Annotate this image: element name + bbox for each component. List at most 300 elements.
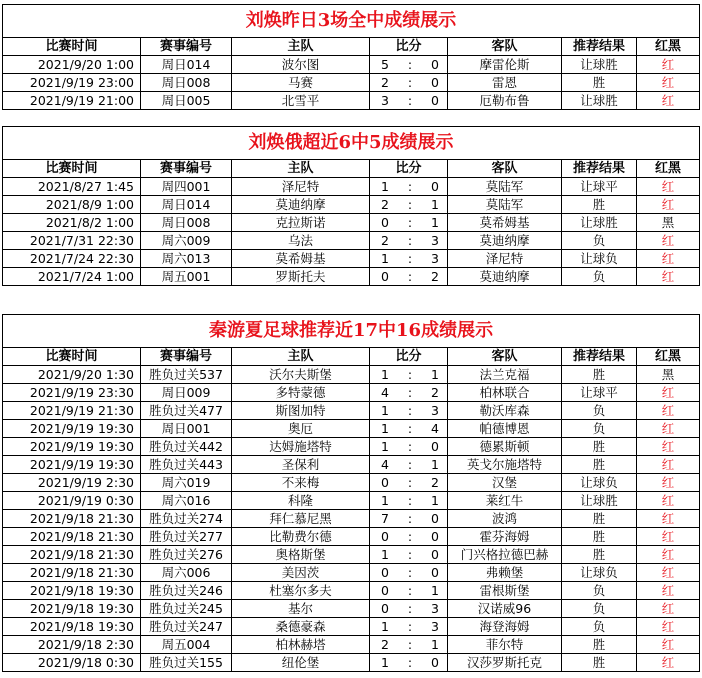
result-badge: 红 <box>637 492 700 510</box>
away-team: 汉诺威96 <box>448 600 562 618</box>
table-row <box>3 268 700 286</box>
home-score: 0 <box>381 215 389 230</box>
table-row <box>3 92 700 110</box>
recommendation: 负 <box>562 582 637 600</box>
match-code: 周日008 <box>141 74 232 92</box>
home-team: 杜塞尔多夫 <box>232 582 370 600</box>
score-separator: : <box>407 583 413 598</box>
result-badge: 红 <box>637 420 700 438</box>
result-badge: 红 <box>637 582 700 600</box>
match-code: 周四001 <box>141 178 232 196</box>
match-code: 周六013 <box>141 250 232 268</box>
away-score: 3 <box>431 403 439 418</box>
section-title: 秦游夏足球推荐近17中16成绩展示 <box>3 315 700 348</box>
table-row <box>3 618 700 636</box>
score-cell <box>370 618 448 636</box>
score-separator: : <box>407 251 413 266</box>
match-time: 2021/9/19 19:30 <box>3 438 141 456</box>
result-badge: 红 <box>637 474 700 492</box>
away-score: 3 <box>431 619 439 634</box>
home-score: 1 <box>381 655 389 670</box>
header-home: 主队 <box>232 160 370 178</box>
table-row <box>3 74 700 92</box>
result-badge: 红 <box>637 92 700 110</box>
table-body <box>3 5 700 110</box>
away-score: 1 <box>431 637 439 652</box>
result-badge: 红 <box>637 232 700 250</box>
home-team: 奥格斯堡 <box>232 546 370 564</box>
recommendation: 胜 <box>562 546 637 564</box>
result-badge: 红 <box>637 600 700 618</box>
score-separator: : <box>407 439 413 454</box>
match-code: 周日001 <box>141 420 232 438</box>
home-score: 4 <box>381 385 389 400</box>
recommendation: 胜 <box>562 510 637 528</box>
table-row <box>3 528 700 546</box>
match-code: 周日014 <box>141 196 232 214</box>
match-time: 2021/9/18 21:30 <box>3 510 141 528</box>
home-score: 0 <box>381 475 389 490</box>
score-cell <box>370 456 448 474</box>
score-separator: : <box>407 57 413 72</box>
recommendation: 负 <box>562 618 637 636</box>
match-code: 周日008 <box>141 214 232 232</box>
away-score: 0 <box>431 565 439 580</box>
match-code: 胜负过关477 <box>141 402 232 420</box>
score-separator: : <box>407 367 413 382</box>
result-badge: 红 <box>637 510 700 528</box>
header-row <box>3 160 700 178</box>
header-recommend: 推荐结果 <box>562 38 637 56</box>
home-score: 5 <box>381 57 389 72</box>
home-team: 罗斯托夫 <box>232 268 370 286</box>
away-team: 勒沃库森 <box>448 402 562 420</box>
score-separator: : <box>407 565 413 580</box>
score-cell <box>370 420 448 438</box>
home-score: 1 <box>381 547 389 562</box>
score-cell <box>370 402 448 420</box>
away-team: 莫陆军 <box>448 178 562 196</box>
home-score: 3 <box>381 93 389 108</box>
result-badge: 红 <box>637 654 700 672</box>
match-time: 2021/9/18 19:30 <box>3 582 141 600</box>
score-separator: : <box>407 75 413 90</box>
results-table <box>2 4 700 110</box>
results-table <box>2 314 700 672</box>
match-time: 2021/8/9 1:00 <box>3 196 141 214</box>
away-score: 2 <box>431 385 439 400</box>
away-team: 弗赖堡 <box>448 564 562 582</box>
home-team: 沃尔夫斯堡 <box>232 366 370 384</box>
score-cell <box>370 250 448 268</box>
header-away: 客队 <box>448 348 562 366</box>
match-time: 2021/9/20 1:30 <box>3 366 141 384</box>
score-cell <box>370 492 448 510</box>
header-result: 红黑 <box>637 348 700 366</box>
home-team: 泽尼特 <box>232 178 370 196</box>
away-team: 汉堡 <box>448 474 562 492</box>
recommendation: 让球平 <box>562 384 637 402</box>
home-score: 1 <box>381 403 389 418</box>
match-time: 2021/9/19 0:30 <box>3 492 141 510</box>
score-separator: : <box>407 215 413 230</box>
away-score: 1 <box>431 197 439 212</box>
header-score: 比分 <box>370 348 448 366</box>
score-separator: : <box>407 421 413 436</box>
match-time: 2021/8/27 1:45 <box>3 178 141 196</box>
score-cell <box>370 214 448 232</box>
match-time: 2021/7/31 22:30 <box>3 232 141 250</box>
away-team: 海登海姆 <box>448 618 562 636</box>
home-score: 1 <box>381 421 389 436</box>
result-badge: 黑 <box>637 366 700 384</box>
away-team: 波鸿 <box>448 510 562 528</box>
score-separator: : <box>407 637 413 652</box>
result-badge: 红 <box>637 636 700 654</box>
table-row <box>3 600 700 618</box>
match-time: 2021/9/19 23:00 <box>3 74 141 92</box>
recommendation: 胜 <box>562 438 637 456</box>
recommendation: 让球负 <box>562 250 637 268</box>
away-score: 3 <box>431 233 439 248</box>
home-score: 0 <box>381 583 389 598</box>
away-team: 英戈尔施塔特 <box>448 456 562 474</box>
recommendation: 负 <box>562 402 637 420</box>
match-code: 胜负过关276 <box>141 546 232 564</box>
home-team: 斯图加特 <box>232 402 370 420</box>
match-code: 周六016 <box>141 492 232 510</box>
header-result: 红黑 <box>637 160 700 178</box>
header-row <box>3 348 700 366</box>
score-cell <box>370 366 448 384</box>
match-time: 2021/9/19 2:30 <box>3 474 141 492</box>
away-score: 0 <box>431 547 439 562</box>
section-title: 刘焕俄超近6中5成绩展示 <box>3 127 700 160</box>
home-team: 乌法 <box>232 232 370 250</box>
home-team: 多特蒙德 <box>232 384 370 402</box>
score-separator: : <box>407 619 413 634</box>
score-cell <box>370 268 448 286</box>
score-separator: : <box>407 233 413 248</box>
match-time: 2021/9/19 19:30 <box>3 456 141 474</box>
match-time: 2021/9/20 1:00 <box>3 56 141 74</box>
result-badge: 红 <box>637 268 700 286</box>
recommendation: 让球胜 <box>562 56 637 74</box>
recommendation: 胜 <box>562 636 637 654</box>
home-score: 0 <box>381 601 389 616</box>
table-row <box>3 636 700 654</box>
score-separator: : <box>407 475 413 490</box>
home-team: 美因茨 <box>232 564 370 582</box>
away-team: 门兴格拉德巴赫 <box>448 546 562 564</box>
away-team: 莫迪纳摩 <box>448 232 562 250</box>
away-score: 2 <box>431 269 439 284</box>
home-team: 桑德豪森 <box>232 618 370 636</box>
home-team: 纽伦堡 <box>232 654 370 672</box>
recommendation: 胜 <box>562 196 637 214</box>
away-score: 0 <box>431 75 439 90</box>
score-cell <box>370 582 448 600</box>
home-score: 0 <box>381 565 389 580</box>
home-score: 1 <box>381 439 389 454</box>
home-team: 柏林赫塔 <box>232 636 370 654</box>
result-badge: 黑 <box>637 214 700 232</box>
match-code: 周六019 <box>141 474 232 492</box>
score-cell <box>370 564 448 582</box>
home-score: 0 <box>381 269 389 284</box>
home-score: 2 <box>381 75 389 90</box>
recommendation: 胜 <box>562 456 637 474</box>
match-time: 2021/7/24 1:00 <box>3 268 141 286</box>
match-code: 周日014 <box>141 56 232 74</box>
header-code: 赛事编号 <box>141 160 232 178</box>
score-cell <box>370 196 448 214</box>
score-separator: : <box>407 269 413 284</box>
table-row <box>3 456 700 474</box>
home-team: 不来梅 <box>232 474 370 492</box>
away-team: 法兰克福 <box>448 366 562 384</box>
match-code: 周日005 <box>141 92 232 110</box>
score-cell <box>370 384 448 402</box>
score-separator: : <box>407 547 413 562</box>
recommendation: 负 <box>562 232 637 250</box>
match-time: 2021/9/19 19:30 <box>3 420 141 438</box>
home-score: 1 <box>381 251 389 266</box>
match-code: 胜负过关245 <box>141 600 232 618</box>
table-row <box>3 384 700 402</box>
match-code: 周六006 <box>141 564 232 582</box>
away-score: 0 <box>431 179 439 194</box>
score-cell <box>370 92 448 110</box>
recommendation: 让球胜 <box>562 214 637 232</box>
away-team: 帕德博恩 <box>448 420 562 438</box>
result-badge: 红 <box>637 546 700 564</box>
result-badge: 红 <box>637 564 700 582</box>
recommendation: 负 <box>562 600 637 618</box>
away-score: 0 <box>431 57 439 72</box>
score-cell <box>370 474 448 492</box>
results-section-2 <box>2 126 699 286</box>
score-separator: : <box>407 403 413 418</box>
match-time: 2021/9/18 19:30 <box>3 600 141 618</box>
away-score: 3 <box>431 251 439 266</box>
match-time: 2021/9/18 19:30 <box>3 618 141 636</box>
home-score: 1 <box>381 619 389 634</box>
header-away: 客队 <box>448 160 562 178</box>
home-team: 克拉斯诺 <box>232 214 370 232</box>
home-score: 7 <box>381 511 389 526</box>
home-team: 波尔图 <box>232 56 370 74</box>
match-time: 2021/8/2 1:00 <box>3 214 141 232</box>
recommendation: 负 <box>562 268 637 286</box>
recommendation: 让球胜 <box>562 492 637 510</box>
score-separator: : <box>407 197 413 212</box>
away-score: 1 <box>431 493 439 508</box>
score-cell <box>370 232 448 250</box>
score-cell <box>370 438 448 456</box>
home-team: 圣保利 <box>232 456 370 474</box>
match-time: 2021/9/18 21:30 <box>3 528 141 546</box>
table-row <box>3 56 700 74</box>
away-team: 厄勒布鲁 <box>448 92 562 110</box>
recommendation: 让球胜 <box>562 92 637 110</box>
table-row <box>3 582 700 600</box>
table-row <box>3 366 700 384</box>
away-team: 泽尼特 <box>448 250 562 268</box>
score-separator: : <box>407 457 413 472</box>
home-score: 4 <box>381 457 389 472</box>
table-row <box>3 232 700 250</box>
table-row <box>3 564 700 582</box>
header-result: 红黑 <box>637 38 700 56</box>
header-score: 比分 <box>370 38 448 56</box>
recommendation: 胜 <box>562 528 637 546</box>
home-score: 2 <box>381 197 389 212</box>
home-team: 马赛 <box>232 74 370 92</box>
table-row <box>3 510 700 528</box>
away-score: 1 <box>431 583 439 598</box>
header-time: 比赛时间 <box>3 348 141 366</box>
away-score: 2 <box>431 475 439 490</box>
table-row <box>3 196 700 214</box>
home-team: 达姆施塔特 <box>232 438 370 456</box>
header-code: 赛事编号 <box>141 38 232 56</box>
table-row <box>3 214 700 232</box>
header-row <box>3 38 700 56</box>
away-team: 汉莎罗斯托克 <box>448 654 562 672</box>
table-row <box>3 654 700 672</box>
recommendation: 让球负 <box>562 564 637 582</box>
table-row <box>3 546 700 564</box>
match-time: 2021/9/18 0:30 <box>3 654 141 672</box>
home-team: 基尔 <box>232 600 370 618</box>
home-score: 1 <box>381 179 389 194</box>
header-time: 比赛时间 <box>3 38 141 56</box>
score-separator: : <box>407 493 413 508</box>
result-badge: 红 <box>637 438 700 456</box>
away-score: 0 <box>431 93 439 108</box>
result-badge: 红 <box>637 402 700 420</box>
result-badge: 红 <box>637 618 700 636</box>
score-cell <box>370 56 448 74</box>
recommendation: 负 <box>562 420 637 438</box>
match-time: 2021/9/18 2:30 <box>3 636 141 654</box>
result-badge: 红 <box>637 250 700 268</box>
away-team: 摩雷伦斯 <box>448 56 562 74</box>
home-team: 拜仁慕尼黑 <box>232 510 370 528</box>
away-team: 莫陆军 <box>448 196 562 214</box>
result-badge: 红 <box>637 56 700 74</box>
away-score: 1 <box>431 215 439 230</box>
away-score: 0 <box>431 529 439 544</box>
away-score: 4 <box>431 421 439 436</box>
score-cell <box>370 654 448 672</box>
home-team: 莫希姆基 <box>232 250 370 268</box>
results-section-1 <box>2 4 699 110</box>
home-team: 科隆 <box>232 492 370 510</box>
score-cell <box>370 74 448 92</box>
away-team: 柏林联合 <box>448 384 562 402</box>
match-time: 2021/9/18 21:30 <box>3 564 141 582</box>
header-home: 主队 <box>232 348 370 366</box>
match-time: 2021/9/19 23:30 <box>3 384 141 402</box>
home-team: 莫迪纳摩 <box>232 196 370 214</box>
table-body <box>3 127 700 286</box>
score-cell <box>370 178 448 196</box>
away-score: 0 <box>431 439 439 454</box>
result-badge: 红 <box>637 74 700 92</box>
table-row <box>3 474 700 492</box>
match-code: 胜负过关246 <box>141 582 232 600</box>
score-separator: : <box>407 511 413 526</box>
home-score: 1 <box>381 367 389 382</box>
home-score: 1 <box>381 493 389 508</box>
home-team: 奥厄 <box>232 420 370 438</box>
home-team: 比勒费尔德 <box>232 528 370 546</box>
score-cell <box>370 528 448 546</box>
result-badge: 红 <box>637 384 700 402</box>
header-recommend: 推荐结果 <box>562 348 637 366</box>
header-away: 客队 <box>448 38 562 56</box>
away-score: 0 <box>431 511 439 526</box>
results-table <box>2 126 700 286</box>
away-score: 1 <box>431 457 439 472</box>
section-title: 刘焕昨日3场全中成绩展示 <box>3 5 700 38</box>
result-badge: 红 <box>637 528 700 546</box>
recommendation: 胜 <box>562 366 637 384</box>
recommendation: 让球平 <box>562 178 637 196</box>
table-row <box>3 178 700 196</box>
away-score: 0 <box>431 655 439 670</box>
score-separator: : <box>407 601 413 616</box>
recommendation: 胜 <box>562 654 637 672</box>
match-code: 胜负过关274 <box>141 510 232 528</box>
header-home: 主队 <box>232 38 370 56</box>
match-code: 胜负过关443 <box>141 456 232 474</box>
header-code: 赛事编号 <box>141 348 232 366</box>
away-team: 德累斯顿 <box>448 438 562 456</box>
recommendation: 胜 <box>562 74 637 92</box>
away-team: 雷恩 <box>448 74 562 92</box>
result-badge: 红 <box>637 178 700 196</box>
score-cell <box>370 636 448 654</box>
header-time: 比赛时间 <box>3 160 141 178</box>
home-score: 2 <box>381 637 389 652</box>
home-score: 2 <box>381 233 389 248</box>
table-row <box>3 420 700 438</box>
away-team: 雷根斯堡 <box>448 582 562 600</box>
away-score: 1 <box>431 367 439 382</box>
result-badge: 红 <box>637 196 700 214</box>
match-code: 周六009 <box>141 232 232 250</box>
match-code: 周五004 <box>141 636 232 654</box>
table-row <box>3 250 700 268</box>
match-code: 胜负过关537 <box>141 366 232 384</box>
away-team: 莫希姆基 <box>448 214 562 232</box>
score-separator: : <box>407 93 413 108</box>
home-score: 0 <box>381 529 389 544</box>
match-code: 胜负过关442 <box>141 438 232 456</box>
away-team: 霍芬海姆 <box>448 528 562 546</box>
match-time: 2021/9/19 21:00 <box>3 92 141 110</box>
match-code: 周日009 <box>141 384 232 402</box>
match-code: 胜负过关247 <box>141 618 232 636</box>
score-cell <box>370 546 448 564</box>
results-section-3 <box>2 314 699 672</box>
match-time: 2021/7/24 22:30 <box>3 250 141 268</box>
score-separator: : <box>407 179 413 194</box>
header-score: 比分 <box>370 160 448 178</box>
